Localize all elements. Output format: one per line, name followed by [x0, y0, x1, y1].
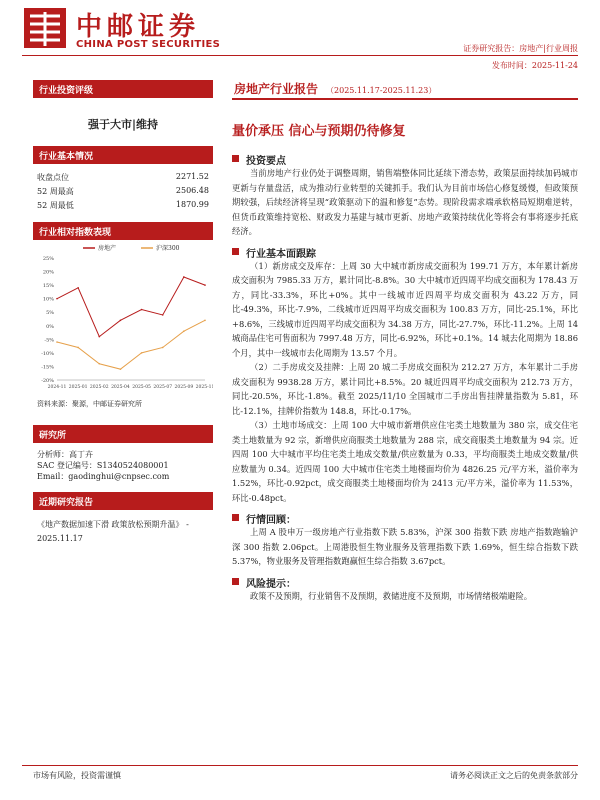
paragraph: （2）二手房成交及挂牌：上周 20 城二手房成交面积为 212.27 万方，本年累计二手房成交面积为 9938.28 万方，累计同比+8.5%。20 城近四周平均成交面积为 212.73 万方，同比-20.5%，环比-1.8%。截至 2025/11/10 全国城市二手房出售挂牌量指数为 5.81，环比-12.1%，挂牌价指数为 148.8，环比-0.17%。	[232, 362, 578, 416]
data-point	[141, 352, 143, 354]
kv-row	[33, 200, 213, 214]
left-sidebar	[33, 80, 213, 546]
kv-value: 2271.52	[175, 172, 209, 181]
brand-name: 中邮证券	[76, 12, 201, 42]
analyst-info	[33, 449, 213, 482]
recent-report-link[interactable]: 《地产数据加速下滑 政策放松预期升温》 - 2025.11.17	[37, 520, 189, 543]
analyst-sac: SAC 登记编号：S1340524080001	[37, 461, 169, 470]
data-point	[77, 287, 79, 289]
data-point	[120, 320, 122, 322]
x-tick-label: 2025-02	[89, 385, 109, 390]
kv-row	[33, 186, 213, 200]
y-tick-label: -5%	[44, 337, 54, 344]
y-tick-label: 0%	[46, 323, 54, 330]
x-tick-label: 2025-09	[174, 385, 194, 390]
y-tick-label: -20%	[41, 378, 54, 384]
chart-title: 行业相对指数表现	[33, 222, 213, 240]
chart-source: 资料来源：聚源，中邮证券研究所	[37, 400, 142, 408]
data-point	[141, 309, 143, 311]
report-title	[232, 80, 578, 100]
data-point	[98, 336, 100, 338]
data-point	[162, 347, 164, 349]
analyst-email[interactable]: Email：gaodinghui@cnpsec.com	[37, 472, 170, 481]
data-point	[98, 363, 100, 365]
analyst-name: 分析师：高丁卉	[37, 450, 93, 459]
kv-key: 52 周最低	[37, 201, 74, 210]
brand-name-en: CHINA POST SECURITIES	[76, 39, 221, 50]
y-tick-label: -15%	[41, 364, 54, 371]
data-point	[204, 320, 206, 322]
y-tick-label: 25%	[42, 256, 54, 262]
legend-label: 房地产	[98, 245, 117, 252]
paragraph: 上周 A 股申万一级房地产行业指数下跌 5.83%，沪深 300 指数下跌 房地产指数跑输沪深 300 指数 2.06pct。上周港股恒生物业服务及管理指数下跌 1.69%，恒生综合指数下跌 5.37%，物业服务及管理指数跑赢恒生综合指数 3.67pct。	[232, 527, 578, 566]
kv-row	[33, 172, 213, 186]
relative-index-chart-svg	[33, 240, 213, 395]
report-title-text: 房地产行业报告	[234, 82, 319, 96]
x-tick-label: 2025-05	[132, 385, 151, 390]
section-title: 风险提示：	[232, 575, 578, 589]
paragraph: 政策不及预期，行业销售不及预期，救储进度不及预期，市场情绪极端避险。	[250, 590, 533, 601]
publish-date: 发布时间：2025-11-24	[491, 61, 578, 70]
footer-divider	[22, 765, 578, 766]
series-line-0	[57, 277, 205, 337]
main-content	[232, 80, 578, 603]
y-tick-label: 20%	[42, 269, 54, 276]
data-point	[56, 341, 58, 343]
section-title: 投资要点	[232, 152, 578, 166]
y-tick-label: 5%	[46, 310, 54, 317]
kv-key: 收盘点位	[37, 173, 69, 182]
data-point	[56, 298, 58, 300]
section-title: 行业基本面跟踪	[232, 245, 578, 259]
series-line-1	[57, 320, 205, 369]
x-tick-label: 2025-01	[68, 385, 88, 390]
data-point	[183, 276, 185, 278]
y-tick-label: 15%	[42, 283, 54, 290]
x-tick-label: 2025-07	[153, 385, 173, 390]
recent-reports-title: 近期研究报告	[33, 492, 213, 510]
footer-left: 市场有风险，投资需谨慎	[33, 771, 121, 780]
header-divider	[22, 55, 578, 56]
basic-info-title: 行业基本情况	[33, 146, 213, 164]
x-tick-label: 2024-11	[47, 385, 67, 390]
data-point	[162, 314, 164, 316]
report-date-range: （2025.11.17-2025.11.23）	[326, 86, 437, 95]
footer-right: 请务必阅读正文之后的免责条款部分	[450, 771, 578, 780]
x-tick-label: 2025-04	[111, 385, 130, 390]
kv-key: 52 周最高	[37, 187, 74, 196]
section-title: 行情回顾：	[232, 511, 578, 525]
paragraph: （1）新房成交及库存：上周 30 大中城市新房成交面积为 199.71 万方，本年累计新房成交面积为 7985.33 万方，累计同比-8.8%。30 大中城市近四周平均成交面积为 178.43 万方，同比-33.3%，环比+0%。其中一线城市近四周平均成交面积为 43.22 万方，同比-49.3%，环比-7.9%，二线城市近四周平均成交面积为 100.83 万方，同比-25.1%，环比+8.6%，三线城市近四周平均成交面积为 34.38 万方，同比-27.7%，环比-11.2%。上周 14 城商品住宅可售面积为 7997.48 万方，同比-6.92%，环比+0.1%。14 城去化周期为 18.86 个月，其中一线城市去化周期为 13.57 个月。	[232, 260, 578, 358]
breadcrumb: 证券研究报告：房地产|行业周报	[463, 44, 578, 53]
paragraph: 当前房地产行业仍处于调整周期，销售端整体同比延续下滑态势，政策层面持续加码城市更新与存量盘活，成为推动行业转型的关键抓手。我们认为目前市场信心修复缓慢，但政策预期较强，后续经济将呈现“政策驱动下的温和修复”态势。现阶段需求端承软格局短期难逆转，但货币政策维持宽松、财政发力基建与城市更新、房地产政策持续优化等将会有事将逐步托底经济。	[232, 168, 578, 236]
data-point	[77, 347, 79, 349]
rating-value: 强于大市|维持	[87, 118, 158, 131]
rating-title: 行业投资评级	[33, 80, 213, 98]
kv-value: 2506.48	[175, 186, 209, 195]
legend-label: 沪深300	[156, 245, 180, 252]
y-tick-label: 10%	[42, 296, 54, 303]
data-point	[120, 368, 122, 370]
data-point	[183, 330, 185, 332]
kv-value: 1870.99	[175, 200, 209, 209]
x-tick-label: 2025-11	[195, 385, 213, 390]
china-post-logo-icon	[22, 6, 68, 50]
data-point	[204, 284, 206, 286]
report-header	[0, 0, 600, 70]
y-tick-label: -10%	[41, 350, 54, 357]
analyst-title: 研究所	[33, 425, 213, 443]
headline: 量价承压 信心与预期仍待修复	[232, 124, 406, 139]
paragraph: （3）土地市场成交：上周 100 大中城市新增供应住宅类土地数量为 380 宗，成交住宅类土地数量为 92 宗，新增供应商服类土地数量为 288 宗，成交商服类土地数量为 94 宗。近四周 100 大中城市平均住宅类土地成交数量/供应数量为 0.33，平均商服类土地成交数量/供应数量为 0.34。近四周 100 大中城市住宅类土地楼面均价为 4826.25 元/平方米，溢价率为 1.52%，环比-0.92pct，成交商服类土地楼面均价为 2413 元/平方米，溢价率为 11.53%，环比-0.48pct。	[232, 420, 578, 503]
relative-index-chart	[33, 240, 213, 395]
